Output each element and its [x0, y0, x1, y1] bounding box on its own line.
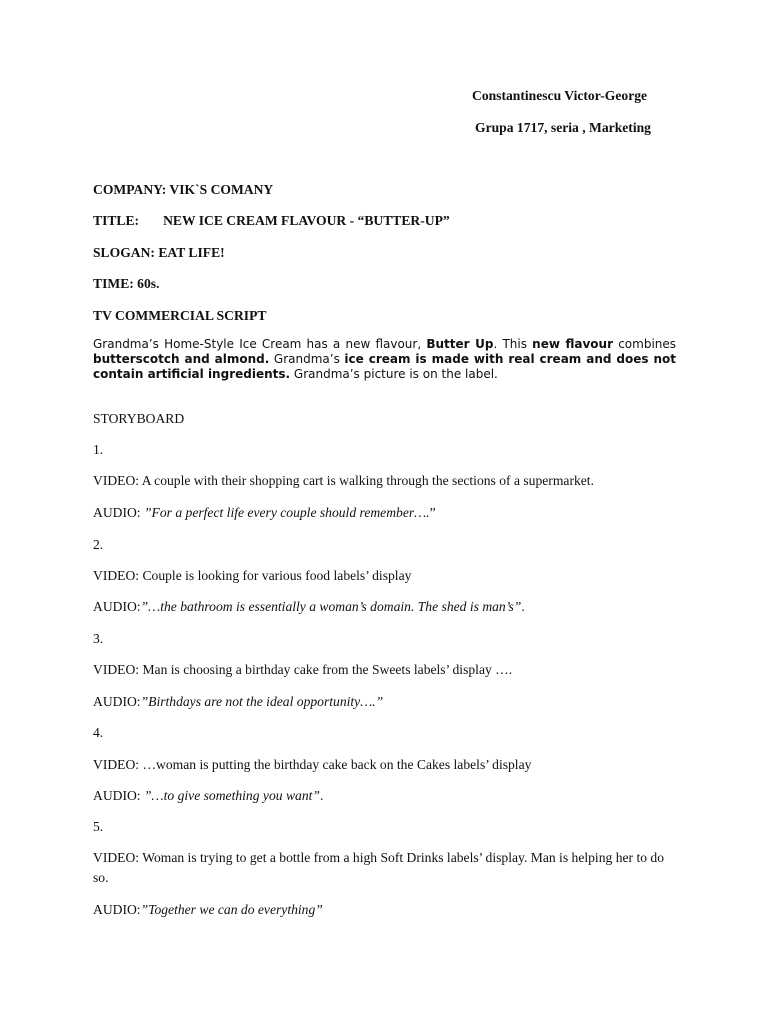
title-value: NEW ICE CREAM FLAVOUR - “BUTTER-UP” — [163, 213, 450, 228]
scene-audio: AUDIO:”Birthdays are not the ideal opportunity….” — [93, 694, 384, 709]
time-line: TIME: 60s. — [93, 276, 160, 291]
title-line — [93, 213, 450, 229]
scene-video: VIDEO: …woman is putting the birthday cake back on the Cakes labels’ display — [93, 757, 532, 772]
scene-number: 2. — [93, 537, 104, 552]
author-name: Constantinescu Victor-George — [472, 88, 648, 103]
scene-video: VIDEO: Woman is trying to get a bottle from a high Soft Drinks labels’ display. Man is helping her to do so. — [93, 850, 665, 885]
scene-video: VIDEO: Man is choosing a birthday cake from the Sweets labels’ display …. — [93, 662, 513, 677]
scene-video: VIDEO: A couple with their shopping cart is walking through the sections of a supermarket. — [93, 473, 594, 488]
company-line: COMPANY: VIK`S COMANY — [93, 182, 274, 197]
scene-video: VIDEO: Couple is looking for various food labels’ display — [93, 568, 412, 583]
intro-paragraph: Grandma’s Home-Style Ice Cream has a new flavour, Butter Up. This new flavour combines butterscotch and almond. Grandma’s ice cream is made with real cream and does not contain artificial ingredients. Grandma’s picture is on the label. — [93, 337, 677, 381]
slogan-line: SLOGAN: EAT LIFE! — [93, 245, 225, 260]
scene-audio: AUDIO:”…the bathroom is essentially a woman’s domain. The shed is man’s”. — [93, 599, 525, 614]
scene-number: 1. — [93, 442, 104, 457]
scene-audio: AUDIO:”Together we can do everything” — [93, 902, 323, 917]
section-heading: TV COMMERCIAL SCRIPT — [93, 308, 267, 323]
storyboard-heading: STORYBOARD — [93, 411, 185, 426]
scene-number: 5. — [93, 819, 104, 834]
title-label: TITLE: — [93, 213, 140, 228]
scene-number: 4. — [93, 725, 104, 740]
scene-audio: AUDIO: ”For a perfect life every couple should remember….” — [93, 505, 436, 520]
scene-number: 3. — [93, 631, 104, 646]
scene-audio: AUDIO: ”…to give something you want”. — [93, 788, 324, 803]
group-info: Grupa 1717, seria , Marketing — [475, 120, 651, 135]
